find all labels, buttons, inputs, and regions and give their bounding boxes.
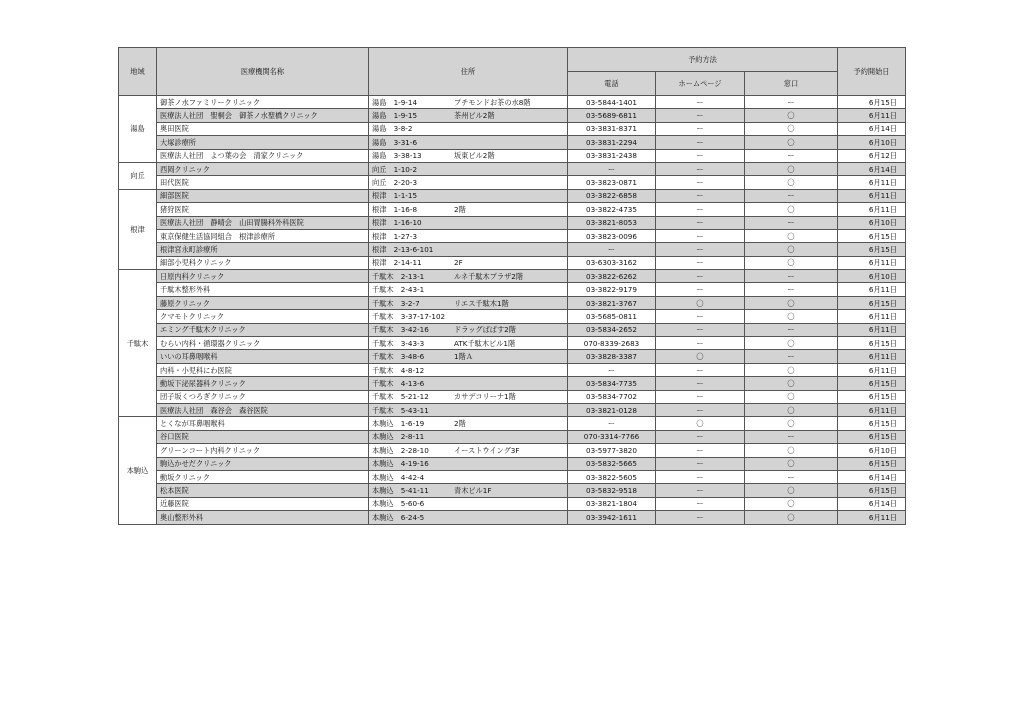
clinic-name: 近藤医院 — [157, 497, 369, 510]
phone-cell: 03-5977-3820 — [568, 444, 656, 457]
table-row — [119, 203, 906, 216]
address-street: 千駄木 3-37-17-102 — [372, 311, 446, 321]
clinic-name: 根津宮永町診療所 — [157, 243, 369, 256]
clinic-address — [369, 310, 568, 323]
clinic-name: 松本医院 — [157, 484, 369, 497]
table-row — [119, 216, 906, 229]
clinic-name: 細部医院 — [157, 189, 369, 202]
clinic-name: 谷口医院 — [157, 430, 369, 443]
address-street: 根津 2-14-11 — [372, 258, 422, 268]
start-date-cell: 6月12日 — [838, 149, 906, 162]
address-street: 本駒込 2-8-11 — [372, 432, 425, 442]
clinic-name: 細部小児科クリニック — [157, 256, 369, 269]
homepage-cell: ー — [656, 229, 745, 242]
table-row — [119, 430, 906, 443]
counter-cell: 〇 — [745, 457, 838, 470]
clinic-name: 動坂下泌尿器科クリニック — [157, 377, 369, 390]
clinic-name: グリーンコート内科クリニック — [157, 444, 369, 457]
phone-cell: 03-3822-5605 — [568, 470, 656, 483]
homepage-cell: ー — [656, 444, 745, 457]
phone-cell: ー — [568, 243, 656, 256]
table-row — [119, 176, 906, 189]
start-date-cell: 6月14日 — [838, 162, 906, 175]
start-date-cell: 6月11日 — [838, 363, 906, 376]
address-street: 湯島 3-31-6 — [372, 137, 418, 147]
phone-cell: 070-3314-7766 — [568, 430, 656, 443]
table-row — [119, 390, 906, 403]
clinic-address — [369, 484, 568, 497]
table-row — [119, 149, 906, 162]
header-start: 予約開始日 — [838, 48, 906, 96]
clinic-name: 御茶ノ水ファミリークリニック — [157, 96, 369, 109]
start-date-cell: 6月15日 — [838, 390, 906, 403]
start-date-cell: 6月11日 — [838, 310, 906, 323]
homepage-cell: ー — [656, 403, 745, 416]
clinic-name: 大塚診療所 — [157, 136, 369, 149]
table-row — [119, 256, 906, 269]
start-date-cell: 6月15日 — [838, 417, 906, 430]
phone-cell: 03-3822-9179 — [568, 283, 656, 296]
header-method: 予約方法 — [568, 48, 838, 72]
clinic-address — [369, 96, 568, 109]
table-row — [119, 296, 906, 309]
counter-cell: 〇 — [745, 256, 838, 269]
clinic-table — [118, 47, 906, 525]
homepage-cell: ー — [656, 136, 745, 149]
start-date-cell: 6月10日 — [838, 270, 906, 283]
address-street: 根津 2-13-6-101 — [372, 244, 434, 254]
clinic-address — [369, 270, 568, 283]
clinic-name: 藤原クリニック — [157, 296, 369, 309]
counter-cell: ー — [745, 96, 838, 109]
table-body — [119, 96, 906, 525]
address-street: 千駄木 3-42-16 — [372, 325, 429, 335]
clinic-name: 駒込かせだクリニック — [157, 457, 369, 470]
homepage-cell: ー — [656, 256, 745, 269]
table-row — [119, 457, 906, 470]
table-row — [119, 122, 906, 135]
phone-cell: 03-3821-3767 — [568, 296, 656, 309]
clinic-name: 西岡クリニック — [157, 162, 369, 175]
counter-cell: 〇 — [745, 203, 838, 216]
table-row — [119, 363, 906, 376]
homepage-cell: ー — [656, 243, 745, 256]
table-row — [119, 377, 906, 390]
start-date-cell: 6月11日 — [838, 176, 906, 189]
counter-cell: 〇 — [745, 444, 838, 457]
table-row — [119, 417, 906, 430]
phone-cell: 03-5834-7735 — [568, 377, 656, 390]
table-row — [119, 497, 906, 510]
homepage-cell: 〇 — [656, 350, 745, 363]
clinic-name: 団子坂くつろぎクリニック — [157, 390, 369, 403]
area-cell: 本駒込 — [119, 417, 157, 524]
address-street: 根津 1-1-15 — [372, 191, 418, 201]
table-row — [119, 337, 906, 350]
address-street: 根津 1-16-8 — [372, 204, 418, 214]
header-area: 地域 — [119, 48, 157, 96]
homepage-cell: ー — [656, 270, 745, 283]
phone-cell: 03-5834-7702 — [568, 390, 656, 403]
clinic-address — [369, 323, 568, 336]
start-date-cell: 6月14日 — [838, 122, 906, 135]
homepage-cell: ー — [656, 149, 745, 162]
homepage-cell: ー — [656, 203, 745, 216]
address-street: 千駄木 5-43-11 — [372, 405, 429, 415]
table-row — [119, 470, 906, 483]
counter-cell: ー — [745, 430, 838, 443]
phone-cell: 03-6303-3162 — [568, 256, 656, 269]
clinic-address — [369, 444, 568, 457]
address-street: 本駒込 2-28-10 — [372, 445, 429, 455]
start-date-cell: 6月10日 — [838, 136, 906, 149]
homepage-cell: ー — [656, 511, 745, 524]
phone-cell: 03-3822-6262 — [568, 270, 656, 283]
table-row — [119, 511, 906, 524]
counter-cell: 〇 — [745, 296, 838, 309]
address-street: 本駒込 4-42-4 — [372, 472, 425, 482]
table-row — [119, 310, 906, 323]
start-date-cell: 6月11日 — [838, 189, 906, 202]
address-street: 向丘 2-20-3 — [372, 178, 418, 188]
address-street: 根津 1-16-10 — [372, 218, 422, 228]
phone-cell: 03-3831-8371 — [568, 122, 656, 135]
counter-cell: 〇 — [745, 363, 838, 376]
homepage-cell: ー — [656, 457, 745, 470]
address-street: 千駄木 3-2-7 — [372, 298, 420, 308]
clinic-name: 猪狩医院 — [157, 203, 369, 216]
address-building: イーストウイング3F — [454, 445, 520, 455]
area-cell: 湯島 — [119, 96, 157, 163]
counter-cell: 〇 — [745, 229, 838, 242]
start-date-cell: 6月11日 — [838, 256, 906, 269]
homepage-cell: 〇 — [656, 296, 745, 309]
counter-cell: 〇 — [745, 484, 838, 497]
clinic-name: クマモトクリニック — [157, 310, 369, 323]
counter-cell: 〇 — [745, 403, 838, 416]
clinic-name: 千駄木整形外科 — [157, 283, 369, 296]
address-street: 湯島 1-9-14 — [372, 97, 418, 107]
address-building: 2階 — [454, 419, 466, 429]
header-counter: 窓口 — [745, 72, 838, 96]
address-street: 千駄木 5-21-12 — [372, 392, 429, 402]
homepage-cell: ー — [656, 96, 745, 109]
clinic-name: 田代医院 — [157, 176, 369, 189]
counter-cell: ー — [745, 350, 838, 363]
table-row — [119, 162, 906, 175]
homepage-cell: ー — [656, 497, 745, 510]
clinic-name: むらい内科・循環器クリニック — [157, 337, 369, 350]
start-date-cell: 6月11日 — [838, 350, 906, 363]
table-row — [119, 243, 906, 256]
clinic-address — [369, 189, 568, 202]
clinic-address — [369, 136, 568, 149]
counter-cell: ー — [745, 149, 838, 162]
homepage-cell: ー — [656, 122, 745, 135]
address-street: 向丘 1-10-2 — [372, 164, 418, 174]
address-building: 2F — [454, 258, 463, 268]
phone-cell: 03-3821-1804 — [568, 497, 656, 510]
clinic-address — [369, 283, 568, 296]
homepage-cell: ー — [656, 430, 745, 443]
counter-cell: 〇 — [745, 176, 838, 189]
start-date-cell: 6月11日 — [838, 203, 906, 216]
phone-cell: 03-5844-1401 — [568, 96, 656, 109]
address-street: 千駄木 3-43-3 — [372, 338, 425, 348]
counter-cell: ー — [745, 270, 838, 283]
address-street: 湯島 1-9-15 — [372, 111, 418, 121]
table-row — [119, 444, 906, 457]
phone-cell: 03-3942-1611 — [568, 511, 656, 524]
table-row — [119, 484, 906, 497]
counter-cell: 〇 — [745, 310, 838, 323]
start-date-cell: 6月10日 — [838, 444, 906, 457]
homepage-cell: 〇 — [656, 417, 745, 430]
counter-cell: ー — [745, 470, 838, 483]
address-street: 根津 1-27-3 — [372, 231, 418, 241]
phone-cell: 03-5834-2652 — [568, 323, 656, 336]
clinic-name: 医療法人社団 よつ葉の会 清家クリニック — [157, 149, 369, 162]
address-building: ルネ千駄木プラザ2階 — [454, 271, 524, 281]
clinic-address — [369, 216, 568, 229]
address-street: 本駒込 6-24-5 — [372, 512, 425, 522]
clinic-address — [369, 497, 568, 510]
clinic-name: いいの耳鼻咽喉科 — [157, 350, 369, 363]
phone-cell: ー — [568, 417, 656, 430]
clinic-address — [369, 203, 568, 216]
address-building: 1階Ａ — [454, 352, 473, 362]
counter-cell: 〇 — [745, 337, 838, 350]
clinic-name: とくなが耳鼻咽喉科 — [157, 417, 369, 430]
homepage-cell: ー — [656, 470, 745, 483]
counter-cell: 〇 — [745, 136, 838, 149]
phone-cell: 03-5685-0811 — [568, 310, 656, 323]
clinic-name: 奥田医院 — [157, 122, 369, 135]
address-street: 千駄木 4-13-6 — [372, 378, 425, 388]
start-date-cell: 6月15日 — [838, 430, 906, 443]
homepage-cell: ー — [656, 283, 745, 296]
clinic-name: 内科・小児科にわ医院 — [157, 363, 369, 376]
address-building: 2階 — [454, 204, 466, 214]
phone-cell: 03-3831-2294 — [568, 136, 656, 149]
table-row — [119, 136, 906, 149]
table-row — [119, 270, 906, 283]
address-building: 茶州ビル2階 — [454, 111, 495, 121]
counter-cell: 〇 — [745, 162, 838, 175]
header-name: 医療機関名称 — [157, 48, 369, 96]
address-building: 青木ビル1F — [454, 486, 492, 496]
phone-cell: 03-5832-9518 — [568, 484, 656, 497]
clinic-address — [369, 243, 568, 256]
phone-cell: 03-3822-6858 — [568, 189, 656, 202]
counter-cell: 〇 — [745, 122, 838, 135]
clinic-address — [369, 377, 568, 390]
address-building: プチモンドお茶の水8階 — [454, 97, 531, 107]
start-date-cell: 6月15日 — [838, 96, 906, 109]
homepage-cell: ー — [656, 189, 745, 202]
table-row — [119, 350, 906, 363]
address-street: 本駒込 1-6-19 — [372, 419, 425, 429]
address-street: 千駄木 4-8-12 — [372, 365, 425, 375]
clinic-address — [369, 162, 568, 175]
header-phone: 電話 — [568, 72, 656, 96]
phone-cell: 03-3821-0128 — [568, 403, 656, 416]
homepage-cell: ー — [656, 484, 745, 497]
phone-cell: ー — [568, 363, 656, 376]
homepage-cell: ー — [656, 337, 745, 350]
clinic-address — [369, 350, 568, 363]
clinic-address — [369, 403, 568, 416]
start-date-cell: 6月15日 — [838, 243, 906, 256]
table-row — [119, 323, 906, 336]
clinic-name: 医療法人社団 聖桐会 御茶ノ水聖橋クリニック — [157, 109, 369, 122]
phone-cell: 03-3823-0871 — [568, 176, 656, 189]
counter-cell: ー — [745, 216, 838, 229]
clinic-address — [369, 363, 568, 376]
address-street: 本駒込 4-19-16 — [372, 459, 429, 469]
clinic-address — [369, 109, 568, 122]
start-date-cell: 6月15日 — [838, 457, 906, 470]
homepage-cell: ー — [656, 216, 745, 229]
address-building: リエス千駄木1階 — [454, 298, 509, 308]
start-date-cell: 6月11日 — [838, 109, 906, 122]
phone-cell: 03-3822-4735 — [568, 203, 656, 216]
clinic-address — [369, 470, 568, 483]
phone-cell: 03-3821-8053 — [568, 216, 656, 229]
counter-cell: 〇 — [745, 511, 838, 524]
clinic-address — [369, 430, 568, 443]
address-street: 千駄木 2-13-1 — [372, 271, 425, 281]
address-building: 坂東ビル2階 — [454, 151, 495, 161]
area-cell: 向丘 — [119, 162, 157, 189]
table-row — [119, 229, 906, 242]
phone-cell: 03-3828-3387 — [568, 350, 656, 363]
phone-cell: 03-5689-6811 — [568, 109, 656, 122]
header-address: 住所 — [369, 48, 568, 96]
clinic-address — [369, 176, 568, 189]
start-date-cell: 6月15日 — [838, 337, 906, 350]
address-building: ATK千駄木ビル1階 — [454, 338, 516, 348]
clinic-name: 医療法人社団 静晴会 山田胃腸科外科医院 — [157, 216, 369, 229]
homepage-cell: ー — [656, 162, 745, 175]
phone-cell: 03-5832-5665 — [568, 457, 656, 470]
address-street: 湯島 3-38-13 — [372, 151, 422, 161]
table-row — [119, 403, 906, 416]
header-homepage: ホームページ — [656, 72, 745, 96]
clinic-name: 医療法人社団 森谷会 森谷医院 — [157, 403, 369, 416]
counter-cell: ー — [745, 283, 838, 296]
clinic-name: エミング千駄木クリニック — [157, 323, 369, 336]
start-date-cell: 6月11日 — [838, 511, 906, 524]
start-date-cell: 6月14日 — [838, 470, 906, 483]
clinic-name: 動坂クリニック — [157, 470, 369, 483]
clinic-address — [369, 256, 568, 269]
start-date-cell: 6月11日 — [838, 403, 906, 416]
table-row — [119, 109, 906, 122]
address-street: 湯島 3-8-2 — [372, 124, 413, 134]
start-date-cell: 6月15日 — [838, 296, 906, 309]
counter-cell: ー — [745, 189, 838, 202]
phone-cell: 03-3823-0096 — [568, 229, 656, 242]
start-date-cell: 6月11日 — [838, 323, 906, 336]
clinic-address — [369, 337, 568, 350]
clinic-address — [369, 390, 568, 403]
area-cell: 根津 — [119, 189, 157, 269]
start-date-cell: 6月10日 — [838, 216, 906, 229]
homepage-cell: ー — [656, 390, 745, 403]
address-street: 本駒込 5-41-11 — [372, 486, 429, 496]
homepage-cell: ー — [656, 310, 745, 323]
clinic-address — [369, 229, 568, 242]
clinic-address — [369, 122, 568, 135]
clinic-name: 東京保健生活協同組合 根津診療所 — [157, 229, 369, 242]
address-building: ドラッグぱぱす2階 — [454, 325, 516, 335]
clinic-address — [369, 149, 568, 162]
counter-cell: ー — [745, 323, 838, 336]
counter-cell: 〇 — [745, 417, 838, 430]
counter-cell: 〇 — [745, 109, 838, 122]
homepage-cell: ー — [656, 377, 745, 390]
start-date-cell: 6月15日 — [838, 229, 906, 242]
address-street: 千駄木 3-48-6 — [372, 352, 425, 362]
table-row — [119, 283, 906, 296]
clinic-name: 日原内科クリニック — [157, 270, 369, 283]
homepage-cell: ー — [656, 363, 745, 376]
address-building: カサデコリーナ1階 — [454, 392, 516, 402]
clinic-address — [369, 511, 568, 524]
start-date-cell: 6月15日 — [838, 377, 906, 390]
counter-cell: 〇 — [745, 390, 838, 403]
start-date-cell: 6月14日 — [838, 497, 906, 510]
phone-cell: 070-8339-2683 — [568, 337, 656, 350]
counter-cell: 〇 — [745, 377, 838, 390]
homepage-cell: ー — [656, 176, 745, 189]
area-cell: 千駄木 — [119, 270, 157, 417]
table-row — [119, 189, 906, 202]
homepage-cell: ー — [656, 323, 745, 336]
address-street: 本駒込 5-60-6 — [372, 499, 425, 509]
homepage-cell: ー — [656, 109, 745, 122]
start-date-cell: 6月15日 — [838, 484, 906, 497]
phone-cell: ー — [568, 162, 656, 175]
counter-cell: 〇 — [745, 243, 838, 256]
clinic-address — [369, 296, 568, 309]
address-street: 千駄木 2-43-1 — [372, 285, 425, 295]
clinic-name: 奥山整形外科 — [157, 511, 369, 524]
clinic-address — [369, 417, 568, 430]
start-date-cell: 6月11日 — [838, 283, 906, 296]
counter-cell: 〇 — [745, 497, 838, 510]
phone-cell: 03-3831-2438 — [568, 149, 656, 162]
clinic-address — [369, 457, 568, 470]
table-row — [119, 96, 906, 109]
